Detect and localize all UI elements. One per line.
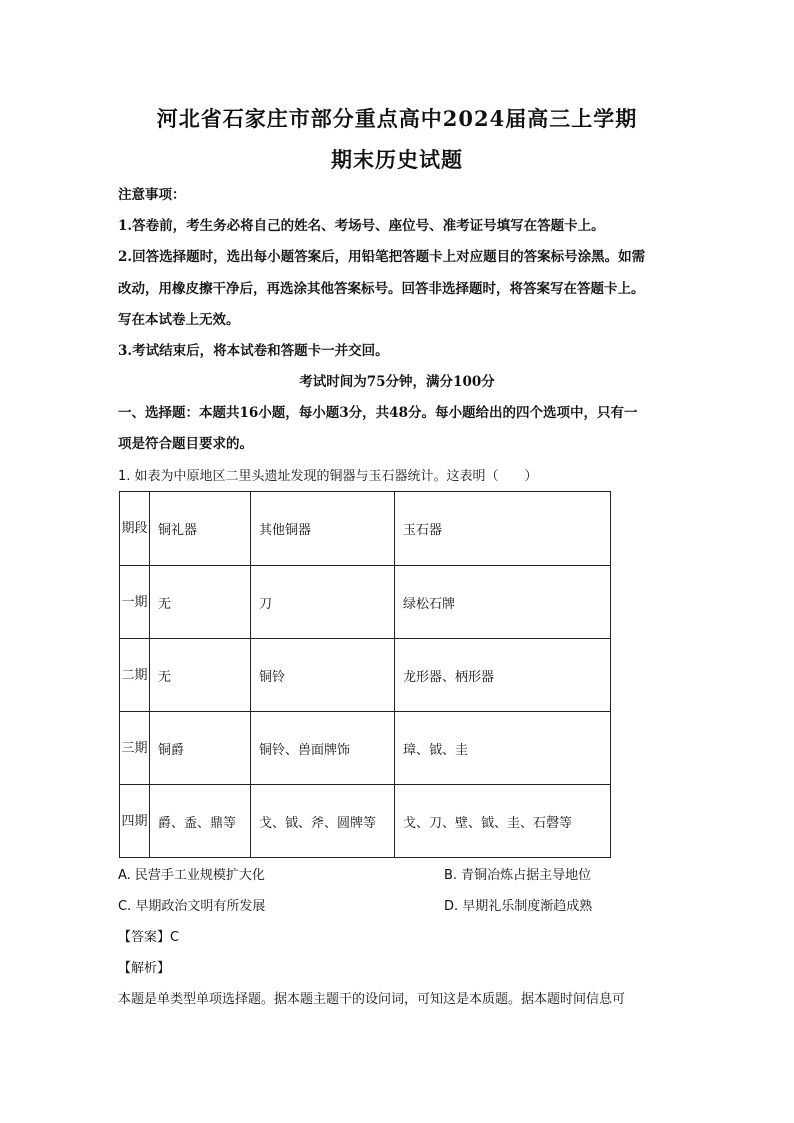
section-heading-line2: 项是符合题目要求的。 [118, 436, 253, 452]
table-row [120, 566, 611, 639]
table-cell: 无 [150, 566, 251, 639]
option-a: A. 民营手工业规模扩大化 [118, 868, 265, 883]
option-c: C. 早期政治文明有所发展 [118, 899, 266, 914]
option-b: B. 青铜冶炼占据主导地位 [444, 868, 592, 883]
exam-title-line1: 河北省石家庄市部分重点高中2024届高三上学期 [156, 106, 638, 131]
table-row [120, 712, 611, 785]
analysis-text: 本题是单类型单项选择题。据本题主题干的设问词，可知这是本质题。据本题时间信息可 [118, 992, 626, 1007]
notes-item-1: 1.答卷前，考生务必将自己的姓名、考场号、座位号、准考证号填写在答题卡上。 [118, 218, 605, 234]
table-row [120, 639, 611, 712]
table-header-cell: 期段 [120, 492, 150, 566]
table-cell: 璋、钺、圭 [395, 712, 611, 785]
artifact-table [119, 491, 611, 858]
table-header-cell: 玉石器 [395, 492, 611, 566]
table-cell: 铜铃 [251, 639, 395, 712]
table-cell: 龙形器、柄形器 [395, 639, 611, 712]
table-cell-period: 四期 [120, 785, 150, 858]
analysis-heading: 【解析】 [118, 961, 171, 976]
notes-item-2-line1: 2.回答选择题时，选出每小题答案后，用铅笔把答题卡上对应题目的答案标号涂黑。如需 [118, 249, 646, 265]
table-cell: 铜爵 [150, 712, 251, 785]
table-cell-period: 二期 [120, 639, 150, 712]
table-row [120, 785, 611, 858]
table-cell: 戈、钺、斧、圆牌等 [251, 785, 395, 858]
table-cell: 绿松石牌 [395, 566, 611, 639]
table-header-cell: 其他铜器 [251, 492, 395, 566]
table-cell: 戈、刀、壁、钺、圭、石磬等 [395, 785, 611, 858]
table-cell-period: 一期 [120, 566, 150, 639]
notes-item-2-line2: 改动，用橡皮擦干净后，再选涂其他答案标号。回答非选择题时，将答案写在答题卡上。 [118, 281, 645, 297]
table-cell: 刀 [251, 566, 395, 639]
table-cell: 无 [150, 639, 251, 712]
answer-line: 【答案】C [118, 930, 180, 945]
exam-info: 考试时间为75分钟，满分100分 [299, 374, 495, 390]
table-header-row [120, 492, 611, 566]
table-cell: 铜铃、兽面牌饰 [251, 712, 395, 785]
section-heading-line1: 一、选择题：本题共16小题，每小题3分，共48分。每小题给出的四个选项中，只有一 [118, 405, 638, 421]
notes-item-3: 3.考试结束后，将本试卷和答题卡一并交回。 [118, 343, 389, 359]
table-cell-period: 三期 [120, 712, 150, 785]
table-header-cell: 铜礼器 [150, 492, 251, 566]
notes-heading: 注意事项： [118, 187, 186, 203]
option-d: D. 早期礼乐制度渐趋成熟 [444, 899, 593, 914]
notes-item-2-line3: 写在本试卷上无效。 [118, 312, 240, 328]
exam-title-line2: 期末历史试题 [331, 147, 463, 172]
table-cell: 爵、盉、鼎等 [150, 785, 251, 858]
question-1-stem: 1. 如表为中原地区二里头遗址发现的铜器与玉石器统计。这表明（ ） [118, 469, 538, 484]
